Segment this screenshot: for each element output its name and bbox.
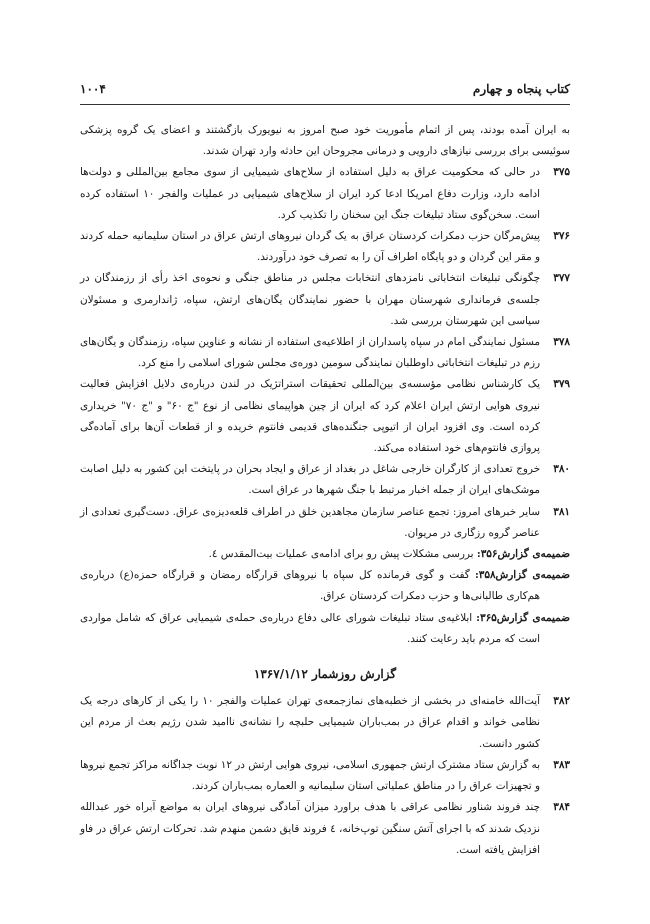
item-number: ۳۸۲ — [553, 695, 570, 708]
news-item — [80, 162, 570, 226]
item-text: چگونگی تبلیغات انتخاباتی نامزدهای انتخابات مجلس در مناطق جنگی و نحوه‌ی اخذ رأی از رزمندگان در جلسه‌ی فرمانداری شهرستان مهران با حضور نمایندگان یگان‌های ارتش، سپاه، ژاندارمری و مسئولان سیاسی این شهرستان بررسی شد. — [80, 272, 540, 327]
header-rule — [80, 104, 570, 105]
item-text: سایر خبرهای امروز: تجمع عناصر سازمان مجاهدین خلق در اطراف قلعه‌دیزه‌ی عراق. دست‌گیری تعدادی از عناصر گروه رزگاری در مریوان. — [80, 505, 540, 539]
news-item — [80, 797, 570, 861]
item-number: ۳۷۸ — [553, 336, 570, 349]
item-text: چند فروند شناور نظامی عراقی با هدف براورد میزان آمادگی نیروهای ایران به مواضع آبراه خور عبدالله نزدیک شدند که با اجرای آتش سنگین توپ‌خانه، ٤ فروند قایق دشمن منهدم شد. تحرکات ارتش عراق در فاو افزایش یافته است. — [80, 801, 541, 856]
item-text: آیت‌الله خامنه‌ای در بخشی از خطبه‌های نمازجمعه‌ی تهران عملیات والفجر ۱۰ را یکی از کارهای درجه یک نظامی خواند و اقدام عراق در بمب‌باران شیمیایی حلبچه را نشانه‌ی ناامید شدن رژیم بعث از مردم این کشور دانست. — [80, 695, 541, 750]
item-number: ۳۸۳ — [553, 758, 570, 771]
annex-label: ضمیمه‌ی گزارش۳۵۸: — [474, 569, 571, 582]
annex-text: ابلاغیه‌ی ستاد تبلیغات شورای عالی دفاع درباره‌ی حمله‌ی شیمیایی عراق که شامل مواردی است که مردم باید رعایت کنند. — [80, 611, 540, 645]
item-text: مسئول نمایندگی امام در سپاه پاسداران از اطلاعیه‌ی استفاده از نشانه و عناوین سپاه، رزمندگان و یگان‌های رزم در تبلیغات انتخاباتی داوطلبان نمایندگی سومین دوره‌ی مجلس شورای اسلامی را منع کرد. — [80, 336, 540, 370]
item-number: ۳۸۰ — [553, 463, 570, 476]
intro-paragraph: به ایران آمده بودند، پس از اتمام مأموریت خود صبح امروز به نیویورک بازگشتند و اعضای یک گروه پزشکی سوئیسی برای بررسی نیازهای دارویی و درمانی مجروحان این حادثه وارد تهران شدند. — [80, 124, 570, 158]
annex-text: گفت و گوی فرمانده کل سپاه با نیروهای قرارگاه رمضان و قرارگاه حمزه(ع) درباره‌ی هم‌کاری طالبانی‌ها و حزب دمکرات کردستان عراق. — [80, 569, 540, 603]
item-text: در حالی که محکومیت عراق به دلیل استفاده از سلاح‌های شیمیایی از سوی مجامع بین‌المللی و دولت‌ها ادامه دارد، وزارت دفاع امریکا ادعا کرد ایران از سلاح‌های شیمیایی در عملیات والفجر ۱۰ استفاده کرده است. سخن‌گوی ستاد تبلیغات جنگ این سخنان را تکذیب کرد. — [80, 166, 540, 221]
news-item — [80, 268, 570, 332]
item-text: پیش‌مرگان حزب دمکرات کردستان عراق به یک گردان نیروهای ارتش عراق در استان سلیمانیه حمله کردند و مقر این گردان و دو پایگاه اطراف آن را به تصرف خود درآوردند. — [80, 230, 540, 264]
item-number: ۳۷۷ — [553, 272, 570, 285]
news-item — [80, 691, 570, 755]
book-title: کتاب پنجاه و چهارم — [472, 82, 570, 96]
annex-label: ضمیمه‌ی گزارش۳۶۵: — [476, 611, 570, 624]
annex-note — [80, 565, 570, 607]
annex-note — [80, 544, 570, 565]
section-title: گزارش روزشمار ۱۳۶۷/۱/۱۲ — [253, 667, 397, 682]
item-number: ۳۷۹ — [553, 378, 570, 391]
news-item — [80, 332, 570, 374]
news-item — [80, 459, 570, 501]
item-text: خروج تعدادی از کارگران خارجی شاغل در بغداد از عراق و ایجاد بحران در پایتخت این کشور به دلیل اصابت موشک‌های ایران از جمله اخبار مرتبط با جنگ شهرها در عراق است. — [80, 463, 540, 497]
page-body — [80, 120, 570, 861]
annex-text: بررسی مشکلات پیش رو برای ادامه‌ی عملیات بیت‌المقدس ٤. — [208, 548, 474, 561]
page-number: ۱۰۰۴ — [80, 82, 106, 96]
annex-label: ضمیمه‌ی گزارش۳۵۶: — [476, 548, 570, 561]
item-number: ۳۸۴ — [553, 801, 570, 814]
news-item — [80, 374, 570, 459]
item-number: ۳۷۶ — [553, 230, 570, 243]
news-item — [80, 226, 570, 268]
annex-note — [80, 608, 570, 650]
item-text: یک کارشناس نظامی مؤسسه‌ی بین‌المللی تحقیقات استراتژیک در لندن درباره‌ی دلایل افزایش فعالیت نیروی هوایی ارتش ایران اعلام کرد که ایران از چین هواپیمای نظامی از نوع "ج ۶۰" و "ج ۷۰" خریداری کرده است. وی افزود ایران از اتیوپی جنگنده‌های قدیمی فانتوم خریده و از قطعات آن‌ها برای آماده‌گی پروازی فانتوم‌های خود استفاده می‌کند. — [80, 378, 540, 455]
news-item — [80, 755, 570, 797]
item-text: به گزارش ستاد مشترک ارتش جمهوری اسلامی، نیروی هوایی ارتش در ۱۲ نوبت جداگانه مراکز تجمع نیروها و تجهیزات عراق را در مناطق عملیاتی استان سلیمانیه و العماره بمب‌باران کردند. — [80, 758, 540, 793]
item-number: ۳۷۵ — [553, 166, 570, 179]
news-item — [80, 502, 570, 544]
page-header — [80, 82, 570, 104]
item-number: ۳۸۱ — [553, 505, 570, 518]
